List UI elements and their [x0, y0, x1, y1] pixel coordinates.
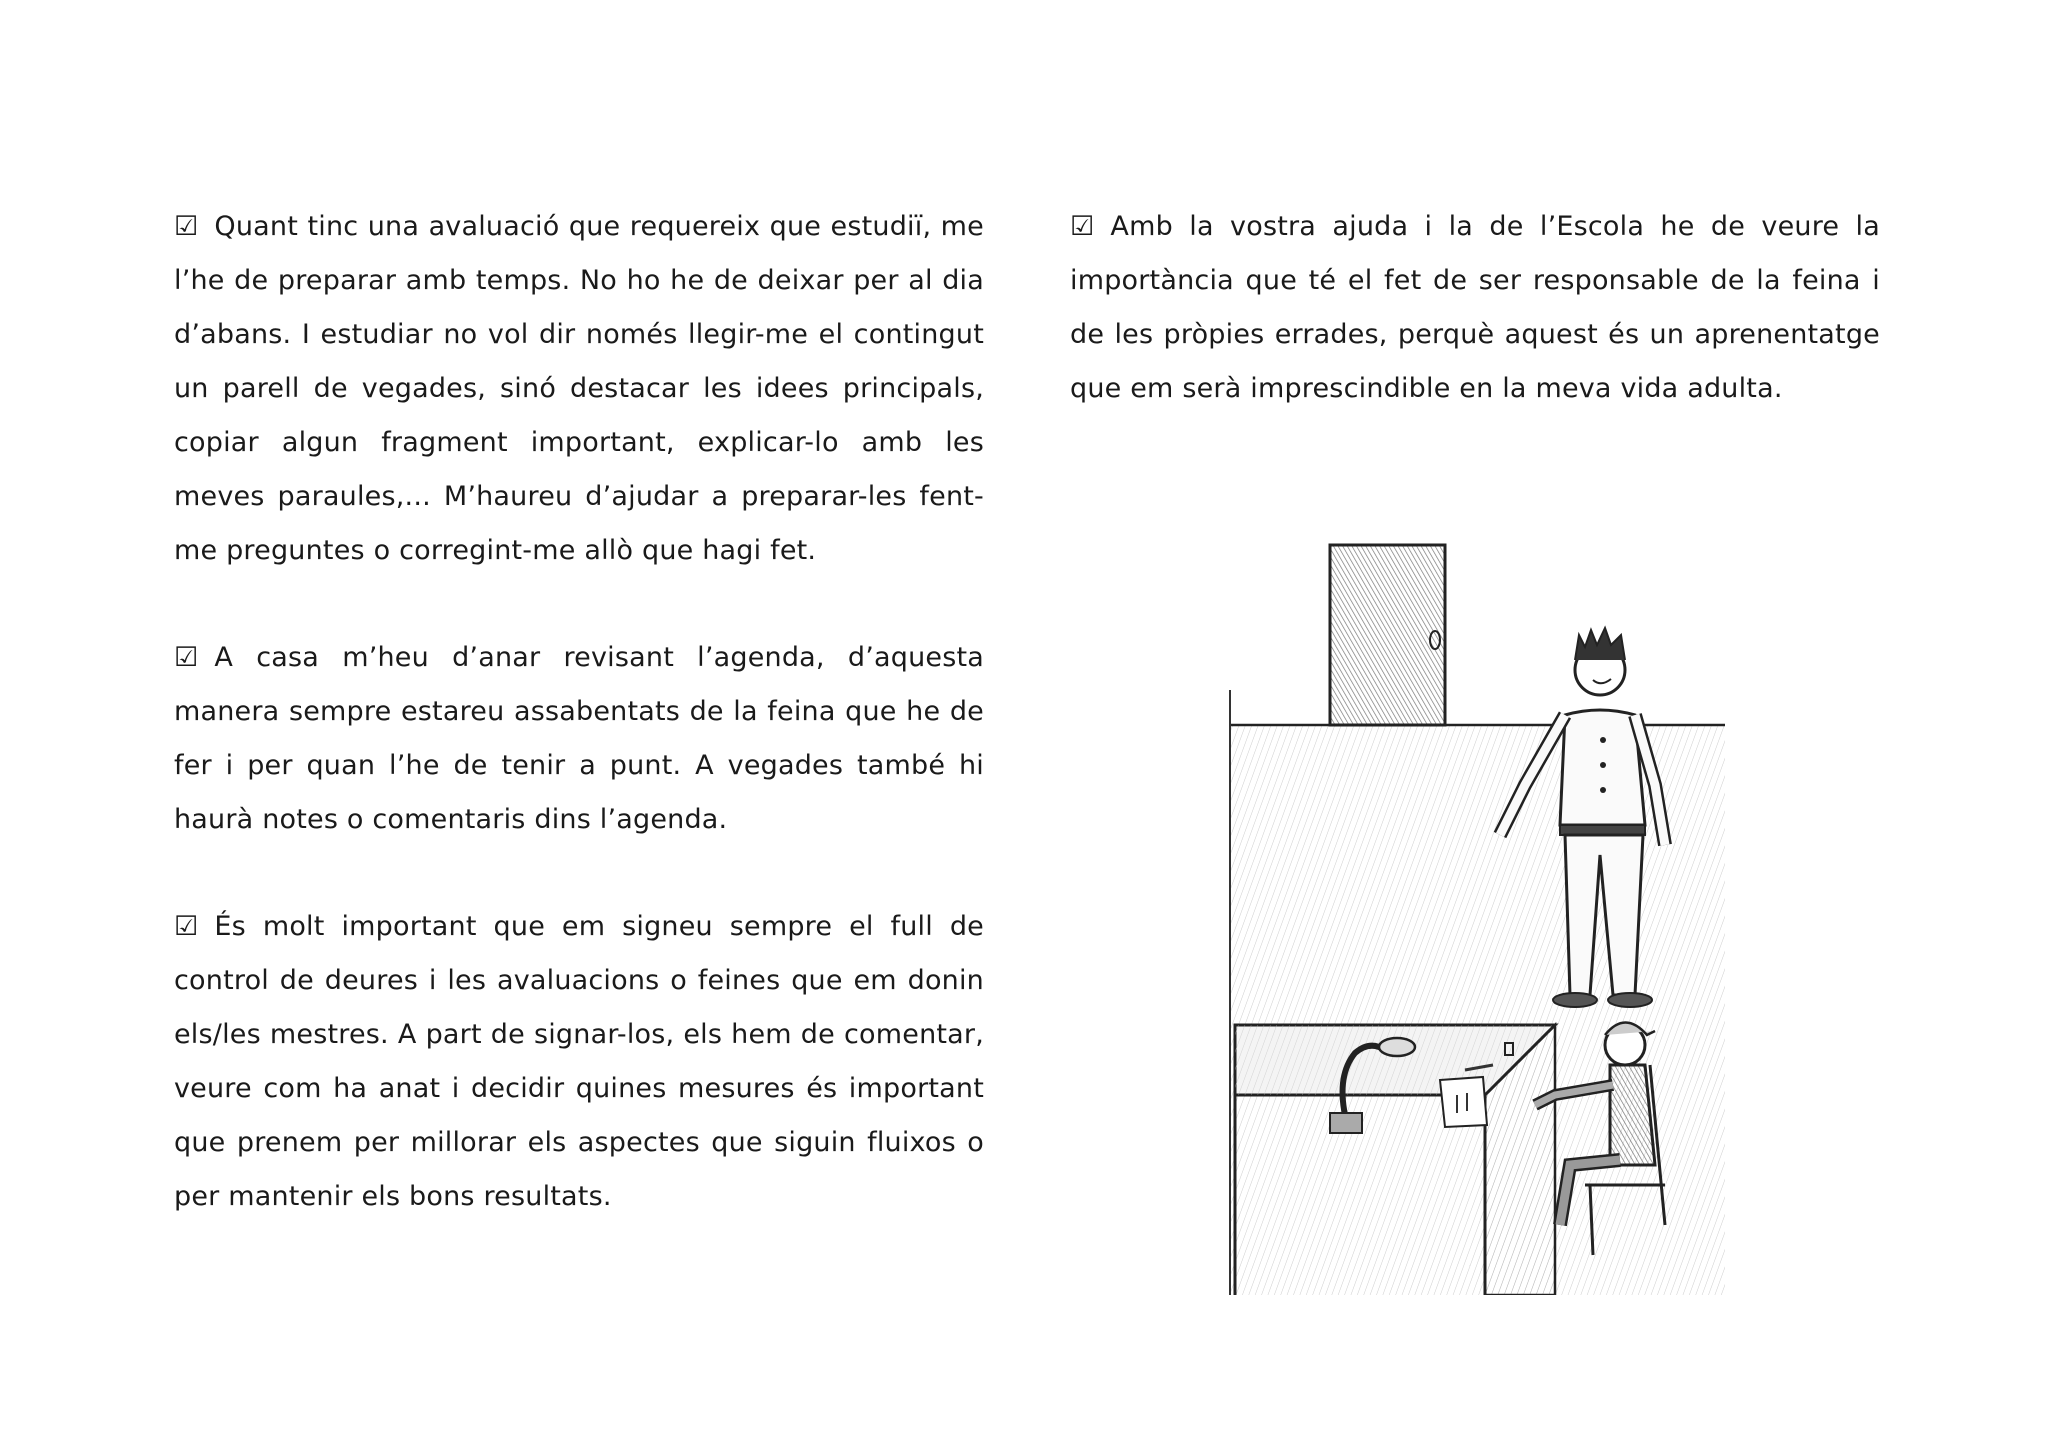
paragraph-responsibility	[1070, 200, 1880, 416]
pencil-drawing-icon	[1225, 535, 1730, 1295]
paragraph-agenda-review	[174, 631, 984, 847]
paragraph-study-preparation	[174, 200, 984, 578]
paragraph-sign-homework	[174, 900, 984, 1224]
paragraph-text: És molt important que em signeu sempre el full de control de deures i les avaluacions o feines que em donin els/les mestres. A part de signar-los, els hem de comentar, veure com ha anat i decidir quines mesures és important que prenem per millorar els aspectes que siguin fluixos o per mantenir els bons resultats.	[174, 911, 984, 1212]
paragraph-text: Amb la vostra ajuda i la de l’Escola he de veure la importància que té el fet de ser responsable de la feina i de les pròpies errades, perquè aquest és un aprenentatge que em serà imprescindible en la meva vida adulta.	[1070, 211, 1880, 404]
checkbox-icon: ☑	[174, 211, 199, 242]
checkbox-icon: ☑	[174, 911, 199, 942]
checkbox-icon: ☑	[174, 642, 199, 673]
paragraph-text: A casa m’heu d’anar revisant l’agenda, d’aquesta manera sempre estareu assabentats de la feina que he de fer i per quan l’he de tenir a punt. A vegades també hi haurà notes o comentaris dins l’agenda.	[174, 642, 984, 835]
checkbox-icon: ☑	[1070, 211, 1095, 242]
right-column	[1070, 200, 1880, 469]
left-column	[174, 200, 984, 1277]
paragraph-text: Quant tinc una avaluació que requereix que estudiï, me l’he de preparar amb temps. No ho he de deixar per al dia d’abans. I estudiar no vol dir només llegir-me el contingut un parell de vegades, sinó destacar les idees principals, copiar algun fragment important, explicar-lo amb les meves paraules,... M’haureu d’ajudar a preparar-les fent-me preguntes o corregint-me allò que hagi fet.	[174, 211, 984, 566]
